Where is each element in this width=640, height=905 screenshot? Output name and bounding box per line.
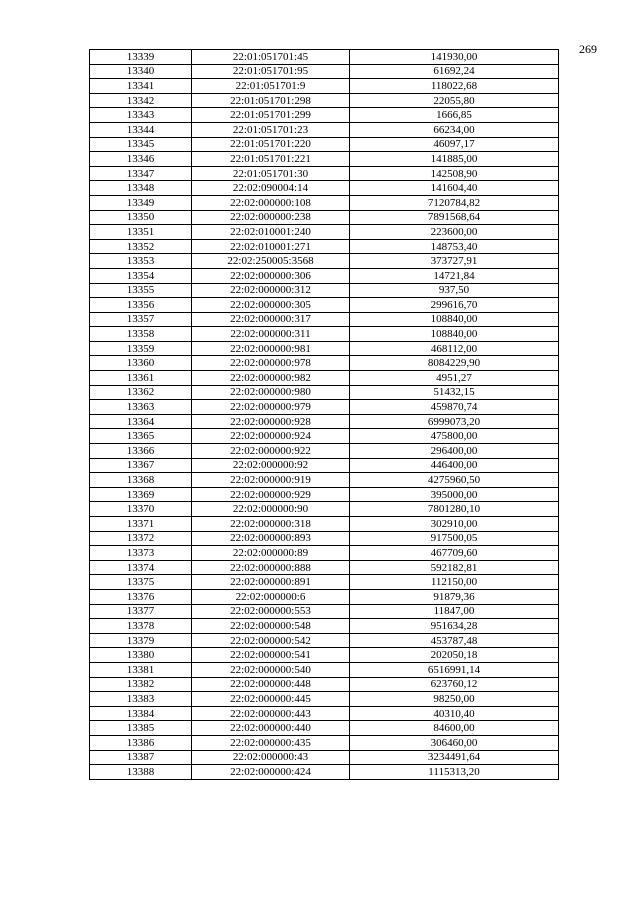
value-cell: 51432,15 <box>350 385 559 400</box>
row-number-cell: 13348 <box>90 181 192 196</box>
table-row <box>90 210 559 225</box>
cadastral-number-cell: 22:02:000000:928 <box>192 414 350 429</box>
cadastral-number-cell: 22:02:000000:424 <box>192 765 350 780</box>
row-number-cell: 13380 <box>90 648 192 663</box>
row-number-cell: 13386 <box>90 735 192 750</box>
cadastral-number-cell: 22:02:000000:978 <box>192 356 350 371</box>
value-cell: 91879,36 <box>350 589 559 604</box>
cadastral-number-cell: 22:02:090004:14 <box>192 181 350 196</box>
table-row <box>90 677 559 692</box>
value-cell: 306460,00 <box>350 735 559 750</box>
value-cell: 299616,70 <box>350 298 559 313</box>
table-row <box>90 122 559 137</box>
table-row <box>90 662 559 677</box>
cadastral-number-cell: 22:02:000000:542 <box>192 633 350 648</box>
row-number-cell: 13383 <box>90 692 192 707</box>
value-cell: 22055,80 <box>350 93 559 108</box>
row-number-cell: 13372 <box>90 531 192 546</box>
table-row <box>90 560 559 575</box>
row-number-cell: 13382 <box>90 677 192 692</box>
row-number-cell: 13351 <box>90 225 192 240</box>
value-cell: 7891568,64 <box>350 210 559 225</box>
value-cell: 223600,00 <box>350 225 559 240</box>
cadastral-number-cell: 22:02:000000:893 <box>192 531 350 546</box>
row-number-cell: 13378 <box>90 619 192 634</box>
value-cell: 917500,05 <box>350 531 559 546</box>
cadastral-number-cell: 22:01:051701:299 <box>192 108 350 123</box>
row-number-cell: 13373 <box>90 546 192 561</box>
cadastral-number-cell: 22:01:051701:221 <box>192 152 350 167</box>
row-number-cell: 13339 <box>90 50 192 65</box>
value-cell: 4275960,50 <box>350 473 559 488</box>
row-number-cell: 13362 <box>90 385 192 400</box>
value-cell: 141885,00 <box>350 152 559 167</box>
table-row <box>90 735 559 750</box>
cadastral-number-cell: 22:02:000000:311 <box>192 327 350 342</box>
table-row <box>90 589 559 604</box>
cadastral-number-cell: 22:02:000000:445 <box>192 692 350 707</box>
table-row <box>90 458 559 473</box>
cadastral-number-cell: 22:02:000000:43 <box>192 750 350 765</box>
row-number-cell: 13385 <box>90 721 192 736</box>
row-number-cell: 13357 <box>90 312 192 327</box>
value-cell: 475800,00 <box>350 429 559 444</box>
cadastral-number-cell: 22:01:051701:220 <box>192 137 350 152</box>
value-cell: 118022,68 <box>350 79 559 94</box>
cadastral-number-cell: 22:02:000000:981 <box>192 341 350 356</box>
row-number-cell: 13349 <box>90 195 192 210</box>
cadastral-number-cell: 22:02:000000:108 <box>192 195 350 210</box>
table-row <box>90 648 559 663</box>
row-number-cell: 13342 <box>90 93 192 108</box>
table-row <box>90 444 559 459</box>
value-cell: 142508,90 <box>350 166 559 181</box>
value-cell: 112150,00 <box>350 575 559 590</box>
table-row <box>90 137 559 152</box>
table-row <box>90 268 559 283</box>
cadastral-number-cell: 22:02:000000:888 <box>192 560 350 575</box>
cadastral-number-cell: 22:02:000000:312 <box>192 283 350 298</box>
value-cell: 459870,74 <box>350 400 559 415</box>
table-row <box>90 312 559 327</box>
value-cell: 202050,18 <box>350 648 559 663</box>
value-cell: 148753,40 <box>350 239 559 254</box>
value-cell: 296400,00 <box>350 444 559 459</box>
cadastral-number-cell: 22:02:000000:540 <box>192 662 350 677</box>
row-number-cell: 13344 <box>90 122 192 137</box>
value-cell: 108840,00 <box>350 312 559 327</box>
row-number-cell: 13355 <box>90 283 192 298</box>
cadastral-number-cell: 22:02:000000:448 <box>192 677 350 692</box>
row-number-cell: 13374 <box>90 560 192 575</box>
table-row <box>90 298 559 313</box>
cadastral-number-cell: 22:02:000000:435 <box>192 735 350 750</box>
table-row <box>90 371 559 386</box>
value-cell: 108840,00 <box>350 327 559 342</box>
table-row <box>90 50 559 65</box>
value-cell: 7120784,82 <box>350 195 559 210</box>
value-cell: 937,50 <box>350 283 559 298</box>
value-cell: 1666,85 <box>350 108 559 123</box>
cadastral-number-cell: 22:02:000000:919 <box>192 473 350 488</box>
table-row <box>90 414 559 429</box>
row-number-cell: 13343 <box>90 108 192 123</box>
table-row <box>90 254 559 269</box>
row-number-cell: 13361 <box>90 371 192 386</box>
registry-table-body <box>90 50 559 780</box>
table-row <box>90 356 559 371</box>
table-row <box>90 239 559 254</box>
value-cell: 46097,17 <box>350 137 559 152</box>
table-row <box>90 181 559 196</box>
table-row <box>90 385 559 400</box>
value-cell: 453787,48 <box>350 633 559 648</box>
row-number-cell: 13375 <box>90 575 192 590</box>
value-cell: 40310,40 <box>350 706 559 721</box>
cadastral-number-cell: 22:02:010001:240 <box>192 225 350 240</box>
row-number-cell: 13369 <box>90 487 192 502</box>
value-cell: 14721,84 <box>350 268 559 283</box>
row-number-cell: 13381 <box>90 662 192 677</box>
cadastral-number-cell: 22:02:000000:982 <box>192 371 350 386</box>
cadastral-number-cell: 22:02:000000:541 <box>192 648 350 663</box>
row-number-cell: 13364 <box>90 414 192 429</box>
value-cell: 446400,00 <box>350 458 559 473</box>
cadastral-number-cell: 22:02:000000:238 <box>192 210 350 225</box>
row-number-cell: 13360 <box>90 356 192 371</box>
cadastral-number-cell: 22:02:000000:318 <box>192 517 350 532</box>
value-cell: 6999073,20 <box>350 414 559 429</box>
table-row <box>90 575 559 590</box>
cadastral-number-cell: 22:02:000000:891 <box>192 575 350 590</box>
value-cell: 1115313,20 <box>350 765 559 780</box>
value-cell: 302910,00 <box>350 517 559 532</box>
row-number-cell: 13347 <box>90 166 192 181</box>
cadastral-number-cell: 22:01:051701:23 <box>192 122 350 137</box>
cadastral-number-cell: 22:02:000000:317 <box>192 312 350 327</box>
table-row <box>90 750 559 765</box>
value-cell: 61692,24 <box>350 64 559 79</box>
row-number-cell: 13370 <box>90 502 192 517</box>
table-row <box>90 225 559 240</box>
table-row <box>90 692 559 707</box>
table-row <box>90 108 559 123</box>
table-row <box>90 487 559 502</box>
row-number-cell: 13340 <box>90 64 192 79</box>
table-row <box>90 93 559 108</box>
table-row <box>90 706 559 721</box>
cadastral-number-cell: 22:01:051701:298 <box>192 93 350 108</box>
row-number-cell: 13371 <box>90 517 192 532</box>
row-number-cell: 13388 <box>90 765 192 780</box>
cadastral-number-cell: 22:01:051701:45 <box>192 50 350 65</box>
cadastral-number-cell: 22:02:000000:306 <box>192 268 350 283</box>
value-cell: 592182,81 <box>350 560 559 575</box>
row-number-cell: 13341 <box>90 79 192 94</box>
row-number-cell: 13377 <box>90 604 192 619</box>
table-row <box>90 327 559 342</box>
row-number-cell: 13363 <box>90 400 192 415</box>
cadastral-number-cell: 22:02:000000:922 <box>192 444 350 459</box>
row-number-cell: 13384 <box>90 706 192 721</box>
cadastral-number-cell: 22:02:000000:548 <box>192 619 350 634</box>
row-number-cell: 13352 <box>90 239 192 254</box>
value-cell: 623760,12 <box>350 677 559 692</box>
value-cell: 141930,00 <box>350 50 559 65</box>
table-row <box>90 502 559 517</box>
value-cell: 141604,40 <box>350 181 559 196</box>
cadastral-number-cell: 22:02:000000:979 <box>192 400 350 415</box>
row-number-cell: 13366 <box>90 444 192 459</box>
page-number: 269 <box>579 42 597 56</box>
row-number-cell: 13350 <box>90 210 192 225</box>
value-cell: 395000,00 <box>350 487 559 502</box>
table-row <box>90 79 559 94</box>
row-number-cell: 13358 <box>90 327 192 342</box>
value-cell: 3234491,64 <box>350 750 559 765</box>
value-cell: 951634,28 <box>350 619 559 634</box>
row-number-cell: 13365 <box>90 429 192 444</box>
table-row <box>90 400 559 415</box>
table-row <box>90 195 559 210</box>
cadastral-number-cell: 22:02:000000:980 <box>192 385 350 400</box>
cadastral-number-cell: 22:02:000000:89 <box>192 546 350 561</box>
row-number-cell: 13346 <box>90 152 192 167</box>
table-row <box>90 152 559 167</box>
cadastral-number-cell: 22:01:051701:95 <box>192 64 350 79</box>
cadastral-number-cell: 22:02:000000:553 <box>192 604 350 619</box>
table-row <box>90 517 559 532</box>
cadastral-number-cell: 22:02:010001:271 <box>192 239 350 254</box>
value-cell: 6516991,14 <box>350 662 559 677</box>
cadastral-number-cell: 22:02:000000:924 <box>192 429 350 444</box>
table-row <box>90 604 559 619</box>
value-cell: 66234,00 <box>350 122 559 137</box>
table-row <box>90 546 559 561</box>
value-cell: 7801280,10 <box>350 502 559 517</box>
row-number-cell: 13387 <box>90 750 192 765</box>
row-number-cell: 13367 <box>90 458 192 473</box>
cadastral-number-cell: 22:02:000000:92 <box>192 458 350 473</box>
table-row <box>90 765 559 780</box>
cadastral-number-cell: 22:02:000000:6 <box>192 589 350 604</box>
cadastral-number-cell: 22:02:000000:440 <box>192 721 350 736</box>
row-number-cell: 13345 <box>90 137 192 152</box>
table-row <box>90 64 559 79</box>
row-number-cell: 13376 <box>90 589 192 604</box>
registry-table <box>89 49 559 780</box>
value-cell: 468112,00 <box>350 341 559 356</box>
value-cell: 4951,27 <box>350 371 559 386</box>
cadastral-number-cell: 22:01:051701:30 <box>192 166 350 181</box>
row-number-cell: 13359 <box>90 341 192 356</box>
row-number-cell: 13356 <box>90 298 192 313</box>
table-row <box>90 473 559 488</box>
cadastral-number-cell: 22:02:250005:3568 <box>192 254 350 269</box>
value-cell: 373727,91 <box>350 254 559 269</box>
row-number-cell: 13354 <box>90 268 192 283</box>
table-row <box>90 721 559 736</box>
cadastral-number-cell: 22:02:000000:443 <box>192 706 350 721</box>
table-row <box>90 166 559 181</box>
table-row <box>90 619 559 634</box>
table-row <box>90 531 559 546</box>
value-cell: 98250,00 <box>350 692 559 707</box>
cadastral-number-cell: 22:01:051701:9 <box>192 79 350 94</box>
row-number-cell: 13368 <box>90 473 192 488</box>
cadastral-number-cell: 22:02:000000:929 <box>192 487 350 502</box>
row-number-cell: 13353 <box>90 254 192 269</box>
row-number-cell: 13379 <box>90 633 192 648</box>
cadastral-number-cell: 22:02:000000:90 <box>192 502 350 517</box>
table-row <box>90 429 559 444</box>
table-row <box>90 283 559 298</box>
cadastral-number-cell: 22:02:000000:305 <box>192 298 350 313</box>
value-cell: 467709,60 <box>350 546 559 561</box>
table-row <box>90 633 559 648</box>
value-cell: 11847,00 <box>350 604 559 619</box>
value-cell: 8084229,90 <box>350 356 559 371</box>
value-cell: 84600,00 <box>350 721 559 736</box>
table-row <box>90 341 559 356</box>
